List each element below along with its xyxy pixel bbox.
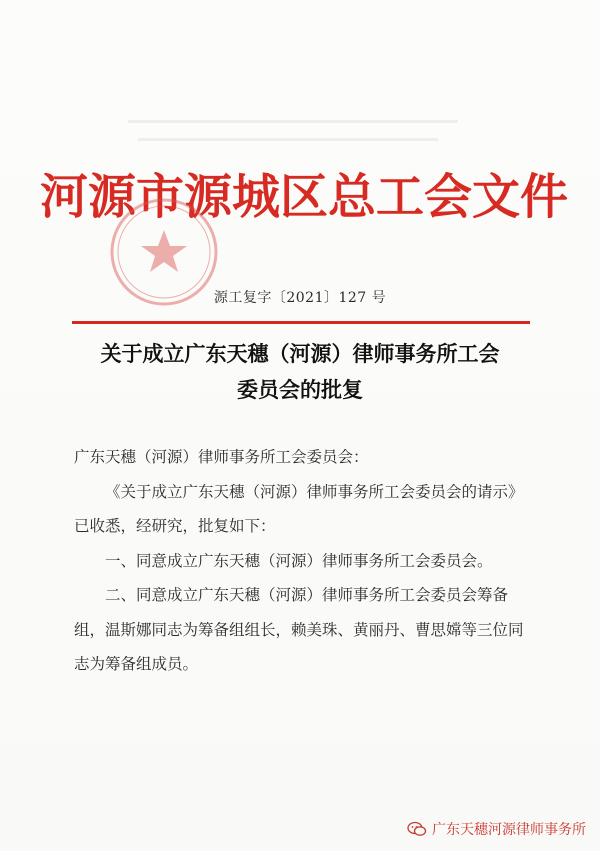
document-body xyxy=(74,440,530,682)
source-label: 广东天穗河源律师事务所 xyxy=(432,822,586,838)
heading-line-2: 委员会的批复 xyxy=(237,377,363,402)
paragraph-acknowledgement: 《关于成立广东天穗（河源）律师事务所工会委员会的请示》已收悉，经研究，批复如下： xyxy=(74,482,524,535)
wechat-icon xyxy=(407,821,427,837)
paragraph-item-1: 一、同意成立广东天穗（河源）律师事务所工会委员会。 xyxy=(105,551,493,570)
addressee: 广东天穗（河源）律师事务所工会委员会： xyxy=(74,448,369,466)
document-heading xyxy=(50,336,550,408)
source-watermark xyxy=(407,819,586,839)
paragraph-item-2: 二、同意成立广东天穗（河源）律师事务所工会委员会筹备组，温斯娜同志为筹备组组长，赖美珠、黄丽丹、曹思嫦等三位同志为筹备组成员。 xyxy=(74,586,524,673)
document-number: 源工复字〔2021〕127 号 xyxy=(213,290,387,306)
bleed-through-marks xyxy=(128,116,468,152)
issuer-title: 河源市源城区总工会文件 xyxy=(40,169,569,225)
heading-line-1: 关于成立广东天穗（河源）律师事务所工会 xyxy=(100,341,500,366)
red-divider-rule xyxy=(72,321,530,324)
